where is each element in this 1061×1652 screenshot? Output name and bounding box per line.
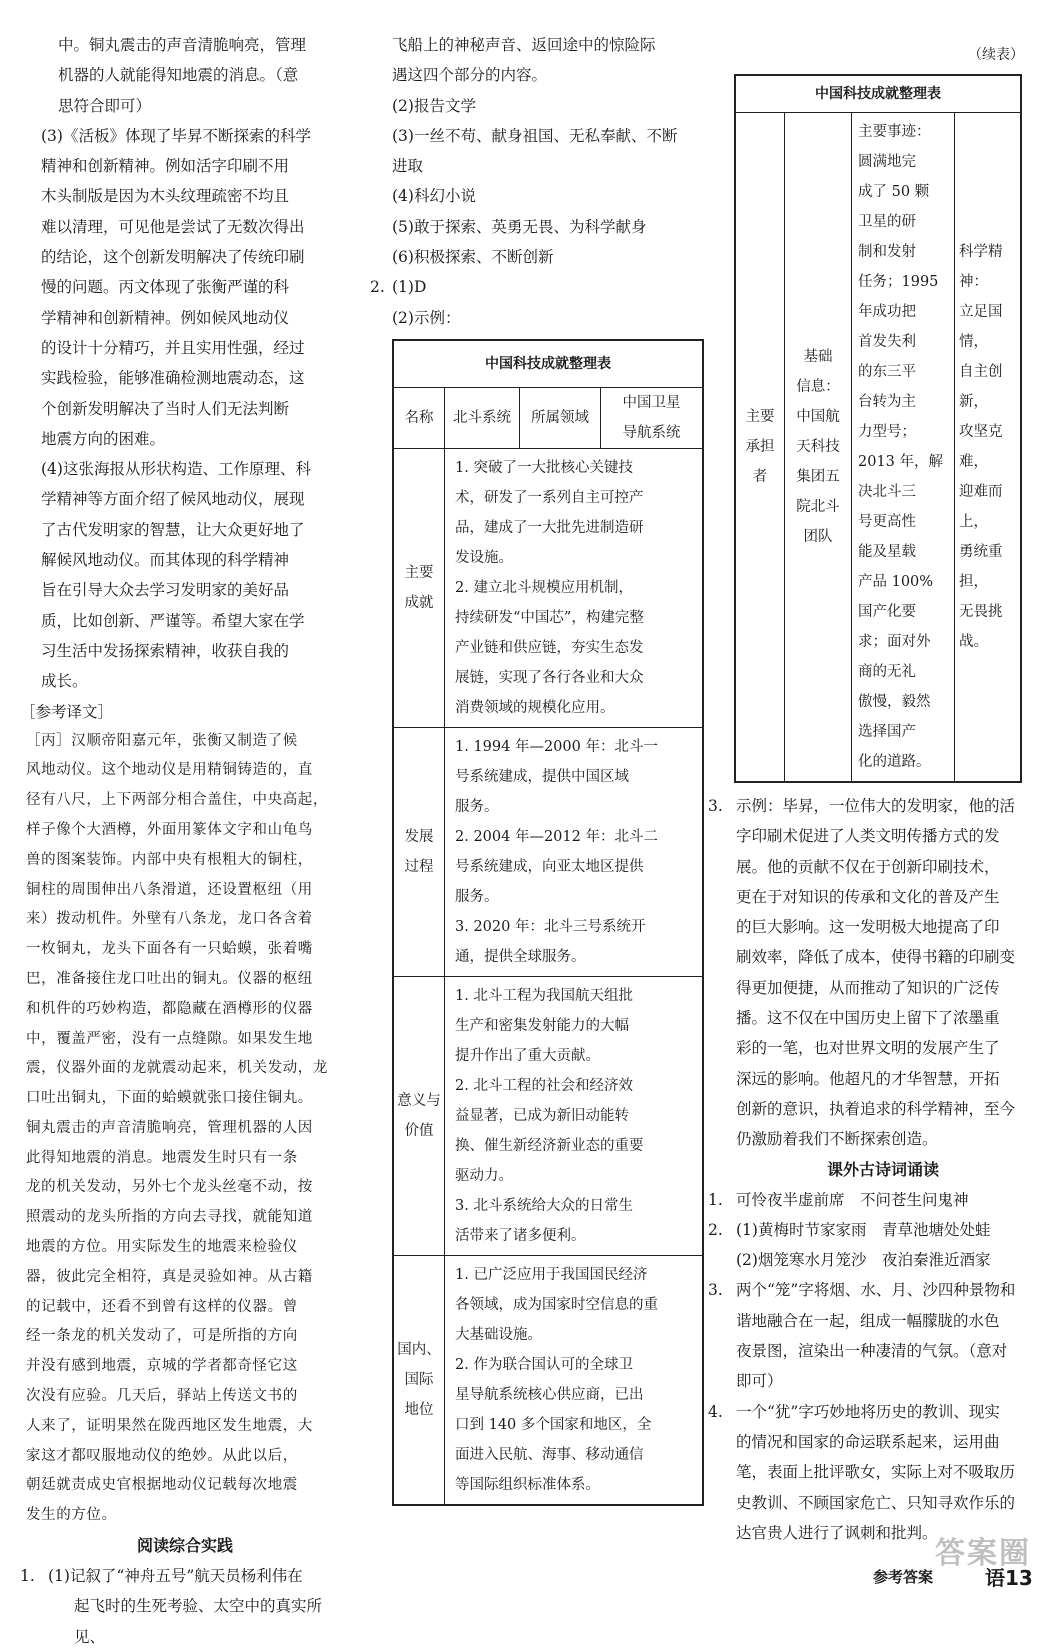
text-line: 风地动仪。这个地动仪是用精铜铸造的，直 [26, 762, 313, 779]
text-line: 的东三平 [858, 364, 916, 380]
text-line: 圆满地完 [858, 154, 916, 170]
text-line: 中，覆盖严密，没有一点缝隙。如果发生地 [26, 1030, 313, 1047]
text-line: 一枚铜丸，龙头下面各有一只蛤蟆，张着嘴 [26, 941, 313, 958]
text-line: 3. 2020 年：北斗三号系统开 [455, 918, 646, 935]
text-line: 通，提供全球服务。 [455, 948, 586, 965]
text-line: 旨在引导大众去学习发明家的美好品 [41, 581, 290, 600]
text-line: 达官贵人进行了讽刺和批判。 [736, 1523, 938, 1542]
text-line: 持续研发“中国芯”，构建完整 [455, 609, 644, 626]
text-line: 和机件的巧妙构造，都隐藏在酒樽形的仪器 [26, 1000, 313, 1017]
text-line: 1. 北斗工程为我国航天组批 [455, 987, 633, 1004]
text-line: 的巨大影响。这一发明极大地提高了印 [736, 918, 1000, 937]
question-number: 3. [708, 1281, 723, 1300]
text-line: 慢的问题。丙文体现了张衡严谨的科 [41, 278, 290, 297]
table-cell-significance [445, 976, 704, 1255]
text-line: 起飞时的生死考验、太空中的真实所见、 [74, 1597, 323, 1646]
text-line: 铜丸震击的声音清脆响亮，管理机器的人因 [26, 1119, 313, 1136]
table-cell-process [445, 727, 704, 976]
question-number: 1. [20, 1567, 35, 1586]
table-cell-name-value: 北斗系统 [445, 387, 520, 448]
text-line: 化的道路。 [858, 754, 931, 770]
text-line: 的记载中，还看不到曾有这样的仪器。曾 [26, 1298, 298, 1315]
footer-label: 参考答案 [873, 1568, 934, 1586]
watermark-logo: 答案圈 [935, 1536, 1031, 1571]
question-number: 4. [708, 1402, 723, 1421]
text-line: 益显著，已成为新旧动能转 [455, 1107, 629, 1124]
text-line: 径有八尺，上下两部分相合盖住，中央高起， [26, 792, 328, 809]
text-line: 样子像个大酒樽，外面用篆体文字和山龟鸟 [26, 821, 313, 838]
text-line: 3. 北斗系统给大众的日常生 [455, 1197, 633, 1214]
table-row-label [393, 976, 445, 1255]
answer-list [370, 91, 700, 273]
text-line: 机器的人就能得知地震的消息。（意 [58, 66, 299, 85]
text-line: (4)这张海报从形状构造、工作原理、科 [41, 460, 311, 479]
text-line: 个创新发明解决了当时人们无法判断 [41, 399, 290, 418]
text-line: 成长。 [41, 672, 88, 691]
text-line: 台转为主 [858, 394, 916, 410]
text-line: 号系统建成，向亚太地区提供 [455, 858, 644, 875]
text-line: 消费领域的规模化应用。 [455, 699, 615, 716]
text-line: 能及星载 [858, 544, 916, 560]
text-line: 口吐出铜丸，下面的蛤蟆就张口接住铜丸。 [26, 1090, 313, 1107]
text-line: 1. 已广泛应用于我国国民经济 [455, 1266, 648, 1283]
table-cell-status [445, 1255, 704, 1505]
text-line: 2013 年，解 [858, 454, 944, 470]
text-line: 地震的方位。用实际发生的地震来检验仪 [26, 1239, 298, 1256]
text-line: 迎难而上， [959, 484, 1003, 530]
text-line: 提升作出了重大贡献。 [455, 1047, 600, 1064]
question-1 [20, 1561, 350, 1652]
text-line: 发展 [404, 828, 434, 845]
text-line: 习生活中发扬探索精神，收获自我的 [41, 641, 290, 660]
table-title: 中国科技成就整理表 [735, 75, 1021, 113]
text-line: 2. 2004 年—2012 年：北斗二 [455, 828, 658, 845]
text-line: 服务。 [455, 888, 499, 905]
text-line: 发设施。 [455, 549, 513, 566]
text-line: 者 [752, 469, 768, 485]
text-line: 基础 [803, 349, 833, 365]
text-line: 驱动力。 [455, 1167, 513, 1184]
text-line: (3)《活板》体现了毕昇不断探索的科学 [41, 126, 311, 145]
poem-answer-3 [708, 1275, 1038, 1396]
question-number: 2. [370, 278, 385, 297]
text-line: 中。铜丸震击的声音清脆响亮，管理 [58, 36, 307, 54]
text-line: 面进入民航、海事、移动通信 [455, 1446, 644, 1463]
text-line: 2. 作为联合国认可的全球卫 [455, 1356, 633, 1373]
text-line: 学精神和创新精神。例如候风地动仪 [41, 308, 290, 327]
poem-answer-1 [708, 1185, 1038, 1215]
text-line: 信息： [796, 379, 840, 395]
text-line: 进取 [392, 157, 424, 176]
text-line: 制和发射 [858, 244, 916, 260]
text-line: 器，彼此完全相符，真是灵验如神。从古籍 [26, 1268, 313, 1285]
text-line: 发生的方位。 [26, 1507, 117, 1524]
text-line: 了古代发明家的智慧，让大众更好地了 [41, 520, 305, 539]
section-title: 阅读综合实践 [136, 1536, 233, 1556]
text-line: 过程 [404, 858, 434, 875]
text-line: 产业链和供应链，夯实生态发 [455, 639, 644, 656]
text-line: 活带来了诸多便利。 [455, 1227, 586, 1244]
text-line: 两个“笼”字将烟、水、月、沙四种景物和 [736, 1281, 1016, 1300]
achievement-table [392, 339, 704, 1506]
text-line: 大基础设施。 [455, 1326, 542, 1343]
text-line: 主要 [745, 409, 775, 425]
text-line: 中国航 [796, 409, 840, 425]
table-header-field: 所属领域 [520, 387, 601, 448]
text-line: (1)记叙了“神舟五号”航天员杨利伟在 [48, 1567, 303, 1586]
text-line: (1)黄梅时节家家雨 青草池塘处处蛙 [736, 1220, 991, 1239]
text-line: 各领域，成为国家时空信息的重 [455, 1296, 658, 1313]
text-line: 可怜夜半虚前席 不问苍生问鬼神 [736, 1190, 969, 1209]
text-line: 集团五 [796, 469, 840, 485]
text-line: 展链，实现了各行各业和大众 [455, 669, 644, 686]
table-cell-spirit [955, 113, 1022, 783]
table-title: 中国科技成就整理表 [393, 340, 703, 388]
text-line: (2)报告文学 [392, 96, 476, 115]
text-line: 决北斗三 [858, 484, 916, 500]
text-line: 攻坚克难， [959, 424, 1003, 470]
text-line: 更在于对知识的传承和文化的普及产生 [736, 887, 1000, 906]
text-line: 力型号； [858, 424, 916, 440]
text-line: 彩的一笔，也对世界文明的发展产生了 [736, 1039, 1000, 1058]
table-cell-main-deeds [852, 113, 955, 783]
section-title: 课外古诗词诵读 [826, 1159, 939, 1179]
text-line: 照震动的龙头所指的方向去寻找，就能知道 [26, 1209, 313, 1226]
text-line: 家这才都叹服地动仪的绝妙。从此以后， [26, 1447, 298, 1464]
text-line: 2. 北斗工程的社会和经济效 [455, 1077, 633, 1094]
text-line: 学精神等方面介绍了候风地动仪，展现 [41, 490, 305, 509]
right-column [708, 74, 1038, 1548]
question-2 [370, 272, 700, 333]
text-line: 示例：毕昇，一位伟大的发明家，他的活 [736, 797, 1016, 815]
question-number: 1. [708, 1190, 723, 1209]
text-line: 意义与 [397, 1092, 441, 1109]
answer-item-4 [20, 454, 350, 696]
table-row-label [393, 1255, 445, 1505]
text-line: 服务。 [455, 798, 499, 815]
text-line: 主要 [404, 564, 434, 581]
text-line: 号更高性 [858, 514, 916, 530]
text-line: 导航系统 [622, 424, 681, 441]
table-row-label [735, 113, 785, 783]
text-line: 笔，表面上批评歌女，实际上对不吸取历 [736, 1463, 1016, 1482]
text-line: 国际 [404, 1371, 434, 1388]
text-line: 的结论，这个创新发明解决了传统印刷 [41, 248, 305, 267]
question-number: 3. [708, 797, 723, 815]
page-number: 语13 [985, 1566, 1033, 1590]
text-line: 质，比如创新、严谨等。希望大家在学 [41, 611, 305, 630]
text-line: 无畏挑战。 [959, 604, 1003, 650]
text-line: (3)一丝不苟、献身祖国、无私奉献、不断 [392, 126, 678, 145]
text-line: 换、催生新经济新业态的重要 [455, 1137, 644, 1154]
question-3 [708, 791, 1038, 1155]
text-line: 难以清理，可见他是尝试了无数次得出 [41, 217, 305, 236]
text-line: 朝廷就责成史官根据地动仪记载每次地震 [26, 1477, 298, 1494]
text-line: 创新的意识，执着追求的科学精神，至今 [736, 1099, 1016, 1118]
text-line: 任务；1995 [858, 274, 939, 290]
text-line: 1. 1994 年—2000 年：北斗一 [455, 738, 658, 755]
text-line: 经一条龙的机关发动了，可是所指的方向 [26, 1328, 298, 1345]
text-line: 价值 [404, 1122, 434, 1139]
poem-answer-4 [708, 1397, 1038, 1548]
table-row-label [393, 448, 445, 727]
answer-item-3 [20, 121, 350, 454]
text-line: 院北斗 [796, 499, 840, 515]
table-header-name: 名称 [393, 387, 445, 448]
text-line: 品，建成了一大批先进制造研 [455, 519, 644, 536]
text-line: 次没有应验。几天后，驿站上传送文书的 [26, 1388, 298, 1405]
question-number: 2. [708, 1220, 723, 1239]
text-line: 团队 [803, 529, 833, 545]
text-line: (2)烟笼寒水月笼沙 夜泊秦淮近酒家 [736, 1251, 991, 1270]
text-line: 飞船上的神秘声音、返回途中的惊险际 [392, 36, 656, 54]
text-line: 国内、 [397, 1341, 441, 1358]
text-line: 刷效率，降低了成本，使得书籍的印刷变 [736, 948, 1016, 967]
text-line: 解候风地动仪。而其体现的科学精神 [41, 551, 290, 570]
text-line: 傲慢，毅然 [858, 694, 931, 710]
text-line: 天科技 [796, 439, 840, 455]
text-line: 夜景图，渲染出一种凄清的气氛。（意对 [736, 1342, 1008, 1361]
text-line: 来）拨动机件。外壁有八条龙，龙口各含着 [26, 911, 313, 928]
text-line: 实践检验，能够准确检测地震动态，这 [41, 369, 305, 388]
text-line: 并没有感到地震，京城的学者都奇怪它这 [26, 1358, 298, 1375]
text-line: 商的无礼 [858, 664, 916, 680]
text-line: 龙的机关发动，另外七个龙头丝毫不动，按 [26, 1179, 313, 1196]
text-line: 星导航系统核心供应商，已出 [455, 1386, 644, 1403]
text-line: 勇统重担， [959, 544, 1003, 590]
table-cell-achievements [445, 448, 704, 727]
text-line: 立足国情， [959, 304, 1003, 350]
text-line: 谐地融合在一起，组成一幅朦胧的水色 [736, 1311, 1000, 1330]
table-cell-basic-info [785, 113, 852, 783]
left-column [20, 30, 350, 1652]
answer-continuation [20, 30, 350, 121]
text-line: 求；面对外 [858, 634, 931, 650]
text-line: 巴，准备接住龙口吐出的铜丸。仪器的枢纽 [26, 970, 313, 987]
text-line: 自主创新， [959, 364, 1003, 410]
text-line: 遇这四个部分的内容。 [392, 66, 548, 85]
text-line: 的设计十分精巧，并且实用性强，经过 [41, 338, 305, 357]
text-line: 年成功把 [858, 304, 916, 320]
text-line: 思符合即可） [58, 96, 152, 115]
reference-translation-label: ［参考译文］ [20, 702, 114, 721]
text-line: 字印刷术促进了人类文明传播方式的发 [736, 827, 1000, 846]
table-cell-field-value [601, 387, 704, 448]
text-line: 木头制版是因为木头纹理疏密不均且 [41, 187, 290, 206]
text-line: 播。这不仅在中国历史上留下了浓墨重 [736, 1009, 1000, 1028]
text-line: 铜柱的周围伸出八条滑道，还设置枢纽（用 [26, 881, 313, 898]
text-line: 2. 建立北斗规模应用机制， [455, 579, 633, 596]
text-line: 地位 [404, 1401, 434, 1418]
text-line: 一个“犹”字巧妙地将历史的教训、现实 [736, 1402, 1000, 1421]
text-line: 人来了，证明果然在陇西地区发生地震，大 [26, 1417, 313, 1434]
text-line: 等国际组织标准体系。 [455, 1476, 600, 1493]
text-line: 成了 50 颗 [858, 184, 930, 200]
text-line: 1. 突破了一大批核心关键技 [455, 459, 633, 476]
text-line: 选择国产 [858, 724, 916, 740]
poem-answer-2 [708, 1215, 1038, 1276]
text-line: 展。他的贡献不仅在于创新印刷技术， [736, 857, 1000, 876]
text-line: 地震方向的困难。 [41, 429, 166, 448]
text-line: 口到 140 多个国家和地区，全 [455, 1416, 652, 1433]
text-line: 产品 100% [858, 574, 934, 590]
text-line: 生产和密集发射能力的大幅 [455, 1017, 629, 1034]
answer-continuation [370, 30, 700, 91]
middle-column [370, 30, 700, 1506]
text-line: ［丙］汉顺帝阳嘉元年，张衡又制造了候 [26, 732, 298, 749]
reference-translation [20, 727, 350, 1532]
text-line: 成就 [404, 594, 434, 611]
text-line: 中国卫星 [622, 394, 681, 411]
text-line: 卫星的研 [858, 214, 916, 230]
text-line: (4)科幻小说 [392, 187, 476, 206]
text-line: 仍激励着我们不断探索创造。 [736, 1130, 938, 1149]
text-line: 的情况和国家的命运联系起来，运用曲 [736, 1432, 1000, 1451]
text-line: (6)积极探索、不断创新 [392, 248, 554, 267]
text-line: 精神和创新精神。例如活字印刷不用 [41, 157, 290, 176]
text-line: (1)D [392, 278, 427, 297]
text-line: 主要事迹： [858, 124, 931, 140]
text-line: 号系统建成，提供中国区域 [455, 768, 629, 785]
continued-label: （续表） [968, 47, 1024, 63]
text-line: 术，研发了一系列自主可控产 [455, 489, 644, 506]
text-line: (5)敢于探索、英勇无畏、为科学献身 [392, 217, 647, 236]
table-row-label [393, 727, 445, 976]
text-line: 深远的影响。他超凡的才华智慧，开拓 [736, 1069, 1000, 1088]
achievement-table-continued [734, 74, 1022, 783]
text-line: 国产化要 [858, 604, 916, 620]
text-line: 科学精神： [959, 244, 1003, 290]
text-line: 史教训、不顾国家危亡、只知寻欢作乐的 [736, 1493, 1016, 1512]
text-line: 震，仪器外面的龙就震动起来，机关发动，龙 [26, 1060, 328, 1077]
text-line: 首发失利 [858, 334, 916, 350]
text-line: 得更加便捷，从而推动了知识的广泛传 [736, 978, 1000, 997]
text-line: 此得知地震的消息。地震发生时只有一条 [26, 1149, 298, 1166]
text-line: (2)示例： [392, 308, 461, 327]
text-line: 承担 [745, 439, 775, 455]
text-line: 兽的图案装饰。内部中央有根粗大的铜柱， [26, 851, 313, 868]
text-line: 即可） [736, 1372, 783, 1391]
